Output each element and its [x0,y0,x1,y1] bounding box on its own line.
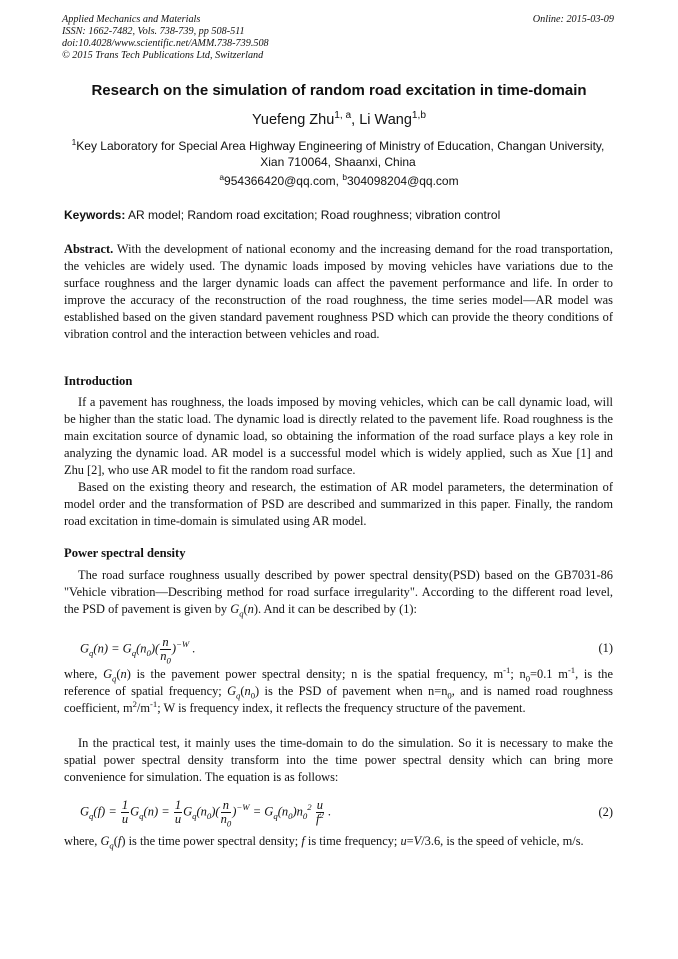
paper-title: Research on the simulation of random road excitation in time-domain [91,82,587,99]
equation-2: $G_q(f)$ = $\frac{1}{u}$ $G_q(n)$ = $\frac{1}{u}$ $G_q(n_0)$( $\frac{n}{n_0}$ )$^{-W} = G_q(n_0)n_0^2$ $\frac{u}{f^2}$ . [80,798,332,829]
author-separator: , [351,112,360,128]
abstract-label: Abstract. [64,242,114,256]
online-date: Online: 2015-03-09 [532,14,614,25]
email-b[interactable]: 304098204@qq.com [347,174,459,188]
abstract-text: With the development of national economy and the increasing demand for the road transportation, the vehicles are widely used. The dynamic loads imposed by moving vehicles have variations due to the surface roughness and the larger dynamic loads can affect the pavement performance and life. In order to improve the accuracy of the reconstruction of the road roughness, the time series model—AR model was established based on the given standard pavement roughness PSD which can provide the theory conditions of vibration control and the interaction between vehicles and road. [64,242,613,341]
email-a-marker: a [219,172,225,182]
introduction-body [64,394,613,530]
email-line [40,174,638,188]
keywords [64,208,616,222]
section-heading-introduction: Introduction [64,374,133,388]
journal-name: Applied Mechanics and Materials [62,14,201,25]
author-2: Li Wang [359,112,412,128]
author-2-affil: 1,b [411,110,426,122]
email-separator: , [335,174,343,188]
keywords-text: AR model; Random road excitation; Road roughness; vibration control [128,208,501,222]
email-a[interactable]: 954366420@qq.com [224,174,336,188]
email-b-marker: b [342,172,347,182]
journal-issn: ISSN: 1662-7482, Vols. 738-739, pp 508-511 [62,26,245,37]
journal-info [62,14,269,62]
psd-paragraph-4: where, $G_q(f)$ is the time power spectral density; f is time frequency; u=V/3.6, is the speed of vehicle, m/s. [64,834,584,851]
psd-paragraph-2: where, $G_q(n)$ is the pavement power spectral density; n is the spatial frequency, $m^{-1}$; $n_0=0.1$ $m^{-1}$, is the reference of spatial frequency; $G_q(n_0)$ is the PSD of pavement when $n=n_0$, and is named road roughness coefficient, $m^2/m^{-1}$; W is frequency index, it reflects the frequency structure of the pavement. [64,664,614,715]
psd-paragraph-3: In the practical test, it mainly uses the time-domain to do the simulation. So it is necessary to make the spatial power spectral density transform into the time power spectral density which can bring more convenience for simulation. The equation is as follows: [64,736,613,784]
equation-1: $G_q(n) = G_q(n_0)$( $\frac{n}{n_0}$ )$^{-W}$ . [80,635,196,666]
paragraph: If a pavement has roughness, the loads imposed by moving vehicles, which can be call dynamic load, will be higher than the static load. The dynamic load is directly related to the pavement life. Road roughness is the main excitation source of dynamic load, so obtaining the information of the road surface plays a key role in analyzing the dynamic load. AR model is a successful model which is widely applied, such as Xue [1] and Zhu [2], who use AR model to fit the random road surface. [64,395,613,477]
equation-2-number: (2) [598,805,613,819]
affiliation [62,138,614,170]
section-heading-psd: Power spectral density [64,546,186,560]
abstract [64,241,613,343]
affiliation-text: Key Laboratory for Special Area Highway Engineering of Ministry of Education, Changan University, Xian 710064, Shaanxi, China [76,139,605,169]
author-line [40,112,638,128]
psd-paragraph-1: The road surface roughness usually described by power spectral density(PSD) based on the GB7031-86 "Vehicle vibration—Describing method for road surface irregularity". According to the different road level, the PSD of pavement is given by $G_q(n)$. And it can be described by (1): [64,568,613,619]
journal-copyright: © 2015 Trans Tech Publications Ltd, Switzerland [62,50,264,61]
affiliation-marker: 1 [71,137,77,147]
author-1: Yuefeng Zhu [252,112,335,128]
keywords-label: Keywords: [64,208,126,222]
journal-doi: doi:10.4028/www.scientific.net/AMM.738-739.508 [62,38,269,49]
equation-1-number: (1) [598,641,613,655]
paragraph: Based on the existing theory and research, the estimation of AR model parameters, the determination of model order and the transformation of PSD are described and summarized in this paper. Finally, the random road excitation in time-domain is simulated using AR model. [64,480,613,528]
author-1-affil: 1, a [334,110,352,122]
